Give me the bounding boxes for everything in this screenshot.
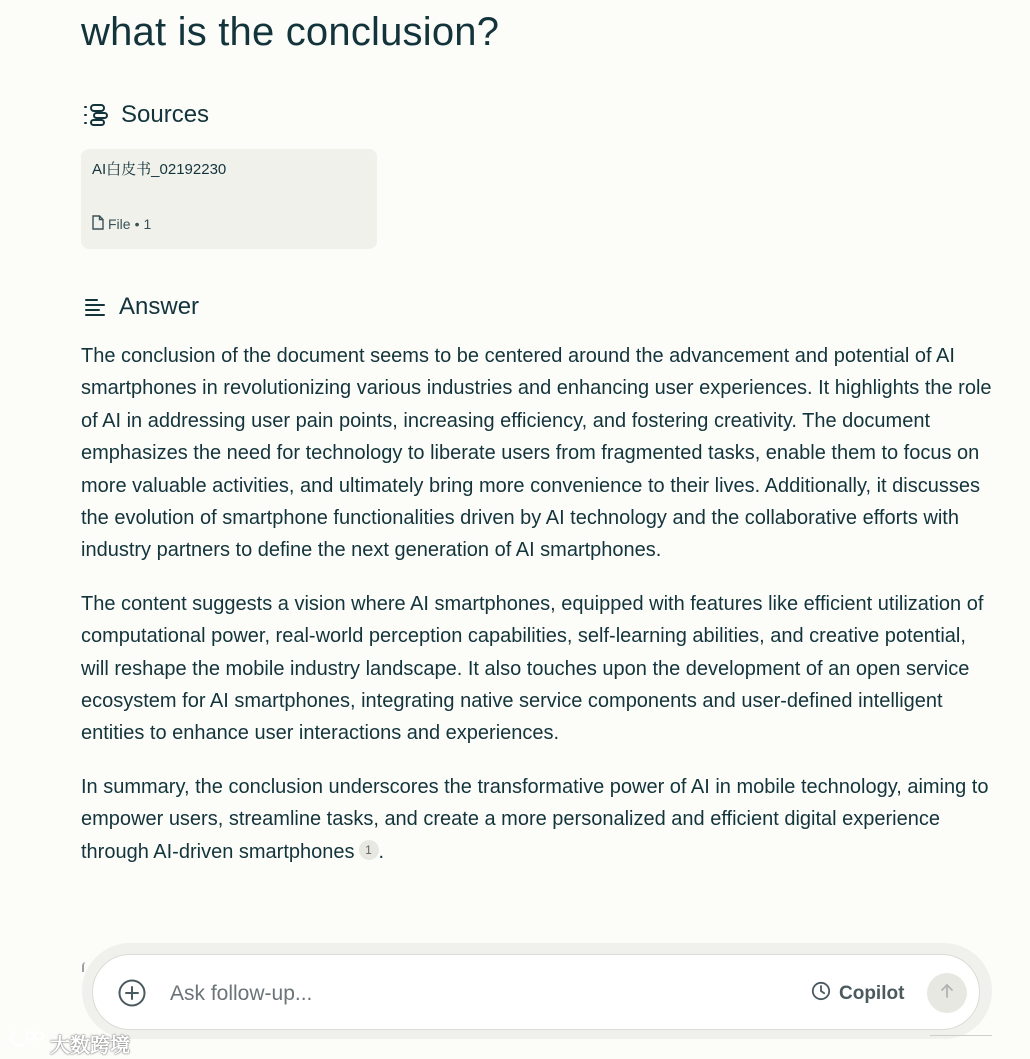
follow-up-input[interactable] [168,973,772,1015]
summary-text: In summary, the conclusion underscores the transformative power of AI in mobile technology, aiming to empower users, streamline tasks, and create a more personalized and efficient digital experience through AI-driven smartphones [81,775,989,863]
file-icon [92,215,104,233]
answer-body [81,340,996,889]
watermark [8,1028,130,1058]
answer-paragraph: The content suggests a vision where AI smartphones, equipped with features like efficient utilization of computational power, real-world perception capabilities, self-learning abilities, and creative potential, will reshape the mobile industry landscape. It also touches upon the development of an open service ecosystem for AI smartphones, integrating native service components and user-defined intelligent entities to enhance user interactions and experiences. [81,592,984,745]
answer-paragraph: The conclusion of the document seems to be centered around the advancement and potential of AI smartphones in revolutionizing various industries and enhancing user experiences. It highlights the role of AI in addressing user pain points, increasing efficiency, and fostering creativity. The document emphasizes the need for technology to liberate users from fragmented tasks, enable them to focus on more valuable activities, and ultimately bring more convenience to their lives. Additionally, it discusses the evolution of smartphone functionalities driven by AI technology and the collaborative efforts with industry partners to define the next generation of AI smartphones. [81,345,992,562]
watermark-logo-icon [8,1028,46,1058]
divider-line [930,1035,992,1036]
copilot-toggle[interactable] [811,981,904,1007]
answer-heading-label: Answer [119,293,200,320]
send-button[interactable] [927,973,967,1013]
source-title: AI白皮书_02192230 [92,161,227,178]
plus-circle-icon[interactable] [117,978,147,1008]
source-index: 1 [143,216,152,232]
clock-icon [811,981,831,1007]
meta-separator: • [134,216,140,232]
sources-heading-label: Sources [121,101,210,128]
answer-lines-icon [83,295,107,319]
summary-punct: . [378,840,385,863]
citation-badge[interactable]: 1 [359,840,379,860]
answer-heading [83,293,199,321]
question-title: what is the conclusion? [81,10,500,54]
copilot-label: Copilot [839,983,905,1004]
follow-up-composer [92,954,980,1030]
source-card[interactable] [81,149,377,249]
source-meta [92,215,151,233]
source-type: File [108,216,131,232]
sources-list-icon [83,103,109,127]
arrow-up-icon [938,982,956,1005]
sources-heading [83,101,209,129]
answer-paragraph-summary [81,771,996,868]
watermark-text: 大数跨境 [50,1034,130,1057]
